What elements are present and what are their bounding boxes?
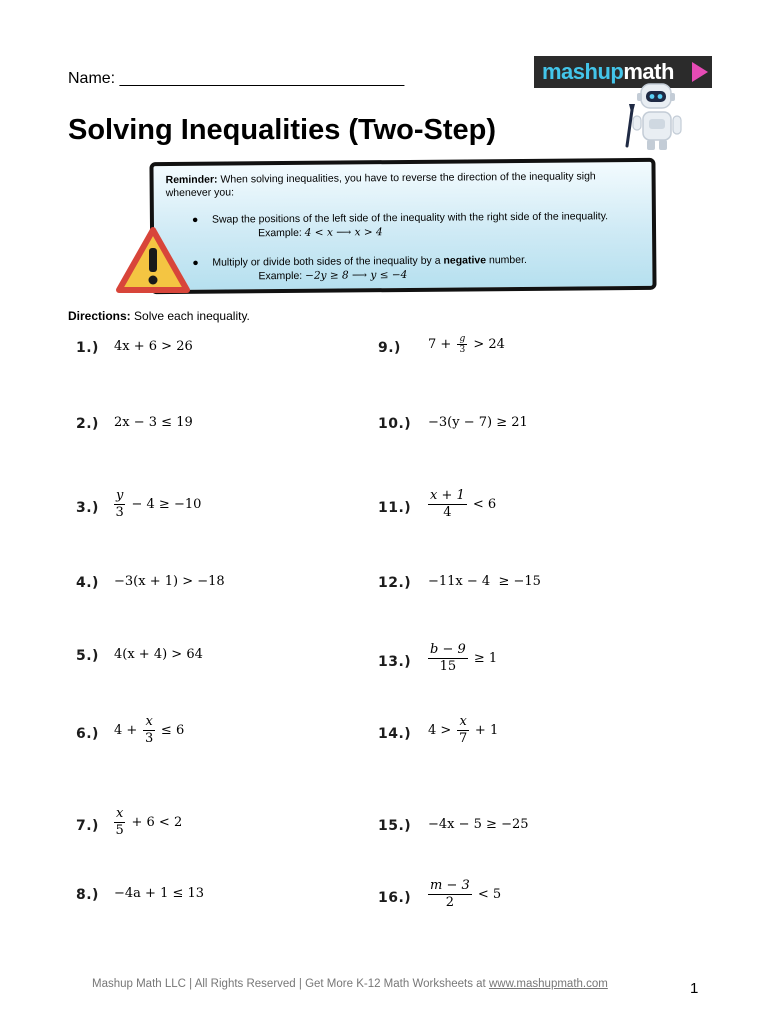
fraction: $\frac{x + 1}{4}$: [430, 488, 465, 520]
problem-expression: −4a + 1 ≤ 13: [114, 886, 205, 901]
fraction: $\frac{x}{5}$: [115, 806, 124, 838]
problem-expression: 4 + $\frac{x}{3}$ ≤ 6: [114, 714, 185, 746]
problem-number: 16.): [378, 890, 412, 906]
bullet-dot: ●: [192, 256, 199, 269]
robot-mascot-icon: [615, 82, 695, 154]
problem-15: [378, 818, 678, 858]
problem-number: 4.): [76, 575, 99, 591]
problem-expression: 7 + $\frac{g}{3}$ > 24: [428, 334, 505, 355]
problem-expression: $\frac{b - 9}{15}$ ≥ 1: [430, 642, 498, 674]
footer: [92, 978, 608, 990]
problem-number: 15.): [378, 818, 412, 834]
warning-triangle-icon: [116, 226, 190, 296]
reminder-box: [149, 158, 656, 294]
problem-12: [378, 575, 678, 615]
directions-label: Directions:: [68, 309, 131, 323]
problem-expression: −3(x + 1) > −18: [114, 574, 225, 589]
problem-number: 8.): [76, 887, 99, 903]
reminder-bullet-2-text: Multiply or divide both sides of the inequality by a negative number.: [212, 253, 527, 269]
problem-number: 6.): [76, 726, 99, 742]
problem-expression: −3(y − 7) ≥ 21: [428, 415, 528, 430]
problem-number: 7.): [76, 818, 99, 834]
problem-expression: $\frac{x}{5}$ + 6 < 2: [115, 806, 183, 838]
problem-number: 3.): [76, 500, 99, 516]
directions: [68, 309, 250, 323]
problem-1: [76, 340, 356, 380]
logo-text: mashupmath: [542, 59, 674, 84]
footer-text: Mashup Math LLC | All Rights Reserved | Get More K-12 Math Worksheets at: [92, 978, 486, 990]
fraction: $\frac{m - 3}{2}$: [430, 878, 470, 910]
reminder-label: Reminder:: [165, 173, 218, 187]
problem-number: 2.): [76, 416, 99, 432]
footer-website-link[interactable]: www.mashupmath.com: [488, 978, 608, 990]
problem-11: [378, 488, 678, 540]
problem-number: 10.): [378, 416, 412, 432]
problem-expression: 4(x + 4) > 64: [114, 647, 203, 662]
problem-expression: −11x − 4 ≥ −15: [428, 574, 541, 589]
problem-expression: $\frac{m - 3}{2}$ < 5: [430, 878, 502, 910]
problem-number: 5.): [76, 648, 99, 664]
problem-6: [76, 714, 356, 766]
reminder-bullet-2-example: Example: −2y ≥ 8 ⟶ y ≤ −4: [258, 268, 408, 283]
problem-16: [378, 878, 678, 930]
problem-number: 13.): [378, 654, 412, 670]
reminder-text-line2: whenever you:: [165, 186, 235, 200]
reminder-bullet-1-example: Example: 4 < x ⟶ x > 4: [258, 226, 383, 240]
problem-expression: −4x − 5 ≥ −25: [428, 817, 529, 832]
problem-5: [76, 648, 356, 688]
problem-4: [76, 575, 356, 615]
problem-expression: $\frac{x + 1}{4}$ < 6: [430, 488, 497, 520]
reminder-bullet-1-text: Swap the positions of the left side of the inequality with the right side of the inequality.: [211, 210, 609, 226]
problem-13: [378, 642, 678, 694]
page-title: Solving Inequalities (Two-Step): [68, 114, 497, 146]
problem-2: [76, 416, 356, 456]
problem-9: [378, 334, 678, 380]
problem-8: [76, 887, 356, 927]
problem-3: [76, 488, 356, 540]
problem-expression: 2x − 3 ≤ 19: [114, 415, 193, 430]
problem-number: 14.): [378, 726, 412, 742]
problem-number: 9.): [378, 340, 401, 356]
problem-expression: 4x + 6 > 26: [114, 339, 193, 354]
problem-number: 12.): [378, 575, 412, 591]
problem-10: [378, 416, 678, 456]
problem-expression: $\frac{y}{3}$ − 4 ≥ −10: [115, 488, 202, 520]
problem-number: 1.): [76, 340, 99, 356]
problem-number: 11.): [378, 500, 412, 516]
directions-text: Solve each inequality.: [134, 309, 250, 323]
reminder-text: When solving inequalities, you have to reverse the direction of the inequality sigh: [220, 170, 596, 186]
play-icon: [692, 62, 708, 82]
bullet-dot: ●: [191, 213, 199, 226]
fraction: $\frac{b - 9}{15}$: [430, 642, 466, 674]
fraction: $\frac{y}{3}$: [115, 488, 124, 520]
fraction: $\frac{x}{7}$: [458, 714, 468, 746]
name-field-label: Name: ________________________________: [68, 70, 405, 87]
reminder-intro: [166, 170, 640, 200]
page-number: 1: [690, 980, 699, 997]
problem-14: [378, 714, 678, 766]
fraction: $\frac{g}{3}$: [459, 334, 466, 355]
problem-expression: 4 > $\frac{x}{7}$ + 1: [428, 714, 499, 746]
problem-7: [76, 806, 356, 858]
fraction: $\frac{x}{3}$: [144, 714, 154, 746]
